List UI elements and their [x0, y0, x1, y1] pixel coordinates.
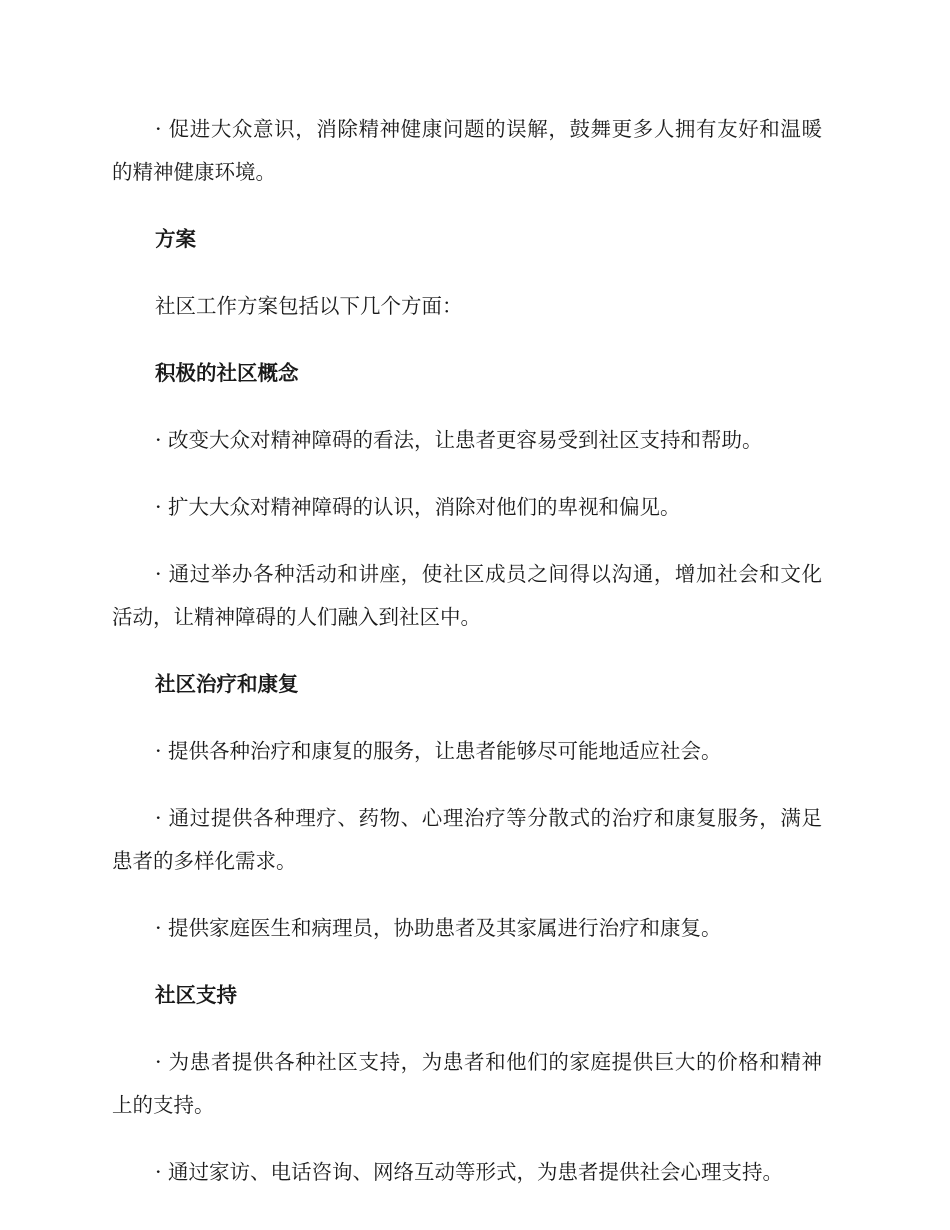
- paragraph-awareness: · 促进大众意识，消除精神健康问题的误解，鼓舞更多人拥有友好和温暖的精神健康环境。: [112, 117, 822, 184]
- list-item: · 扩大大众对精神障碍的认识，消除对他们的卑视和偏见。: [155, 495, 681, 519]
- heading-positive-community: 积极的社区概念: [155, 361, 299, 385]
- list-item: · 通过家访、电话咨询、网络互动等形式，为患者提供社会心理支持。: [155, 1160, 784, 1184]
- list-item: · 改变大众对精神障碍的看法，让患者更容易受到社区支持和帮助。: [155, 428, 763, 452]
- list-item: · 为患者提供各种社区支持，为患者和他们的家庭提供巨大的价格和精神上的支持。: [112, 1050, 822, 1117]
- heading-community-treatment: 社区治疗和康复: [155, 672, 299, 696]
- heading-community-support: 社区支持: [155, 983, 237, 1007]
- paragraph-plan-intro: 社区工作方案包括以下几个方面：: [155, 294, 463, 318]
- list-item: · 提供各种治疗和康复的服务，让患者能够尽可能地适应社会。: [155, 739, 722, 763]
- list-item: · 通过举办各种活动和讲座，使社区成员之间得以沟通，增加社会和文化活动，让精神障碍的人们融入到社区中。: [112, 562, 822, 629]
- document-body: [112, 108, 822, 1218]
- list-item: · 提供家庭医生和病理员，协助患者及其家属进行治疗和康复。: [155, 916, 722, 940]
- heading-plan: 方案: [155, 227, 196, 251]
- list-item: · 通过提供各种理疗、药物、心理治疗等分散式的治疗和康复服务，满足患者的多样化需求。: [112, 806, 822, 873]
